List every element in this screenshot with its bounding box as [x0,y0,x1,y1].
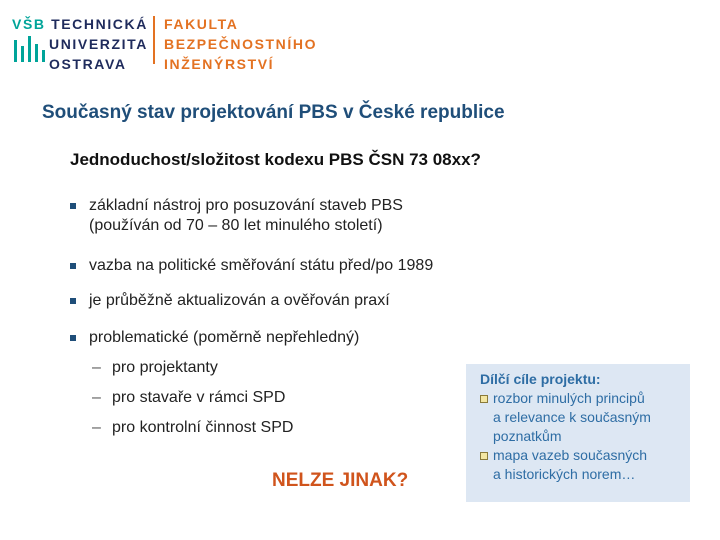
box-item [480,389,682,446]
checkbox-bullet-icon [480,395,488,403]
faculty-name [164,14,317,74]
logo-vsb: VŠB [12,16,46,32]
logo-line2: UNIVERZITA [49,36,148,52]
callout-text: NELZE JINAK? [272,470,409,491]
bullet-item [70,256,433,276]
box-item-line: rozbor minulých principů [493,390,645,406]
sub-item-text: pro stavaře v rámci SPD [112,389,286,406]
sub-list-item [92,358,218,378]
dash-icon: – [92,389,101,406]
faculty-line2: BEZPEČNOSTNÍHO [164,36,318,52]
bullet-item [70,328,359,348]
bullet-text: základní nástroj pro posuzování staveb PBS [89,197,403,214]
square-bullet-icon [70,203,76,209]
bullet-text-cont: (používán od 70 – 80 let minulého století) [89,217,383,234]
box-item-line: a historických norem… [493,466,636,482]
sub-list-item [92,418,293,438]
slide-subtitle: Jednoduchost/složitost kodexu PBS ČSN 73 08xx? [70,150,481,169]
bullet-item [70,196,403,236]
checkbox-bullet-icon [480,452,488,460]
box-item [480,446,682,484]
dash-icon: – [92,419,101,436]
bullet-text: vazba na politické směřování státu před/po 1989 [89,257,434,274]
square-bullet-icon [70,263,76,269]
logo-line1: TECHNICKÁ [51,16,148,32]
logo-divider [153,16,155,64]
sub-list-item [92,388,285,408]
box-item-line: a relevance k současným [493,409,651,425]
dash-icon: – [92,359,101,376]
faculty-line3: INŽENÝRSTVÍ [164,56,275,72]
logo-bars-icon [12,32,50,62]
sub-item-text: pro kontrolní činnost SPD [112,419,294,436]
box-item-line: poznatkům [493,428,562,444]
box-item-line: mapa vazeb současných [493,447,648,463]
sub-item-text: pro projektanty [112,359,218,376]
bullet-text: problematické (poměrně nepřehledný) [89,329,360,346]
logo-line3: OSTRAVA [49,56,127,72]
faculty-line1: FAKULTA [164,16,239,32]
bullet-item [70,291,390,311]
square-bullet-icon [70,335,76,341]
square-bullet-icon [70,298,76,304]
project-goals-box [466,364,690,502]
bullet-text: je průběžně aktualizován a ověřován praxí [89,292,390,309]
box-heading: Dílčí cíle projektu: [480,371,601,387]
slide-title: Současný stav projektování PBS v České republice [42,102,505,123]
